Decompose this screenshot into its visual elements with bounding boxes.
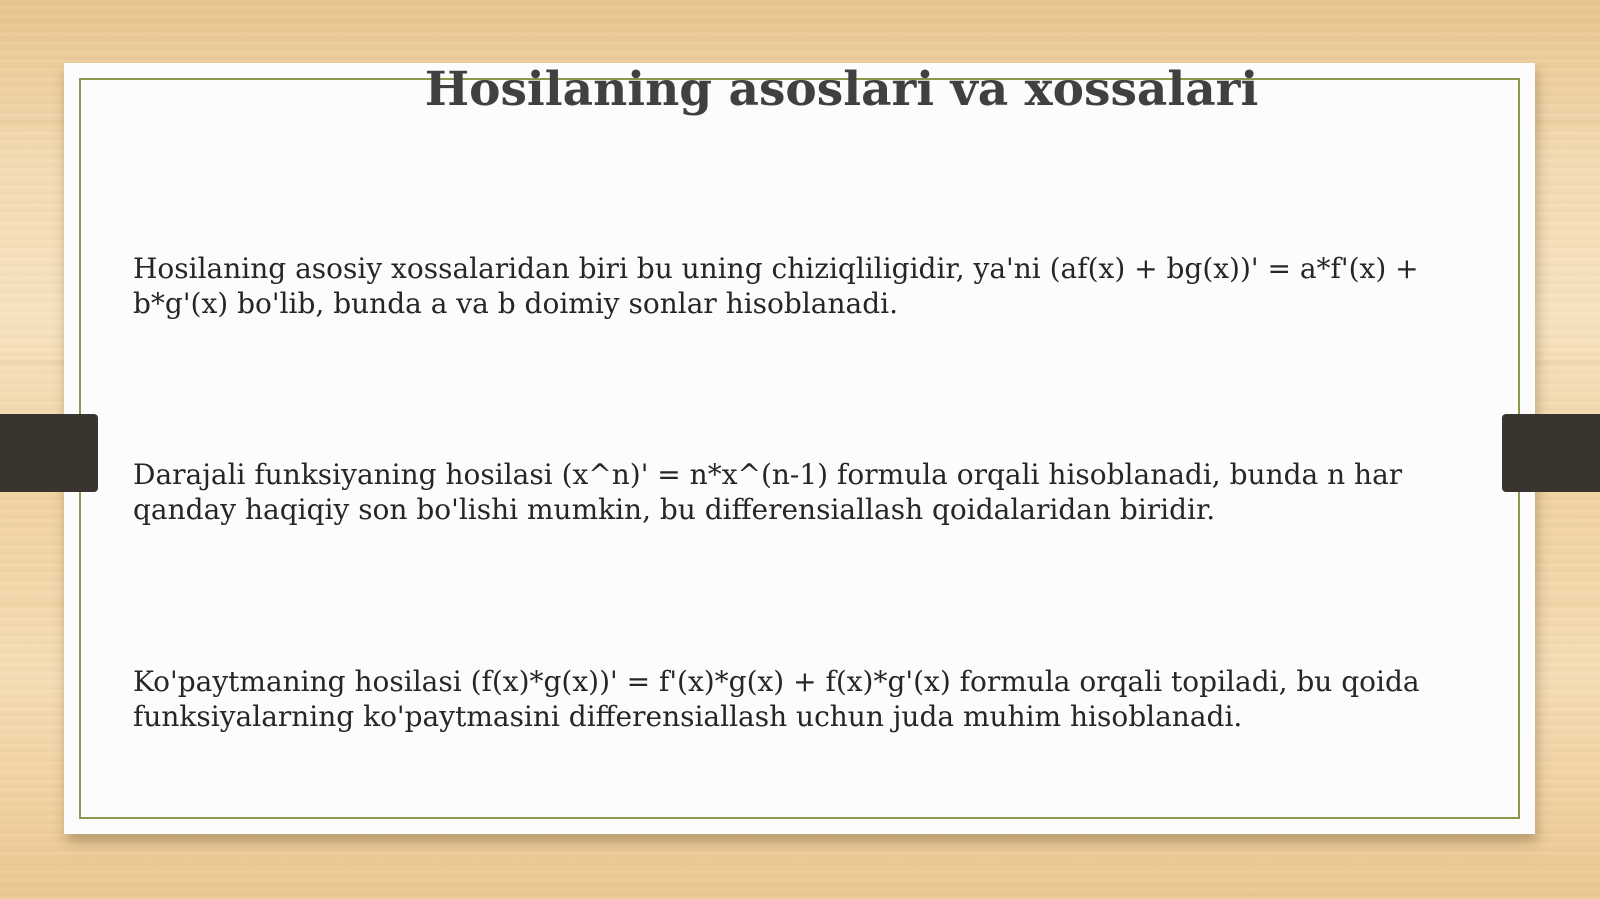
- left-binder-clip: [0, 414, 98, 492]
- wood-grain: [0, 860, 1600, 866]
- slide-title: Hosilaning asoslari va xossalari: [424, 62, 1259, 117]
- content-paragraph-power-rule: Darajali funksiyaning hosilasi (x^n)' = n*x^(n-1) formula orqali hisoblanadi, bunda n har qanday haqiqiy son bo'lishi mumkin, bu differensiallash qoidalaridan biridir.: [133, 458, 1403, 526]
- right-binder-clip: [1502, 414, 1600, 492]
- content-paragraph-linearity: Hosilaning asosiy xossalaridan biri bu uning chiziqliligidir, ya'ni (af(x) + bg(x))' = a*f'(x) + b*g'(x) bo'lib, bunda a va b doimiy sonlar hisoblanadi.: [133, 252, 1419, 320]
- content-paragraph-product-rule: Ko'paytmaning hosilasi (f(x)*g(x))' = f'(x)*g(x) + f(x)*g'(x) formula orqali topiladi, bu qoida funksiyalarning ko'paytmasini differensiallash uchun juda muhim hisoblanadi.: [133, 665, 1420, 733]
